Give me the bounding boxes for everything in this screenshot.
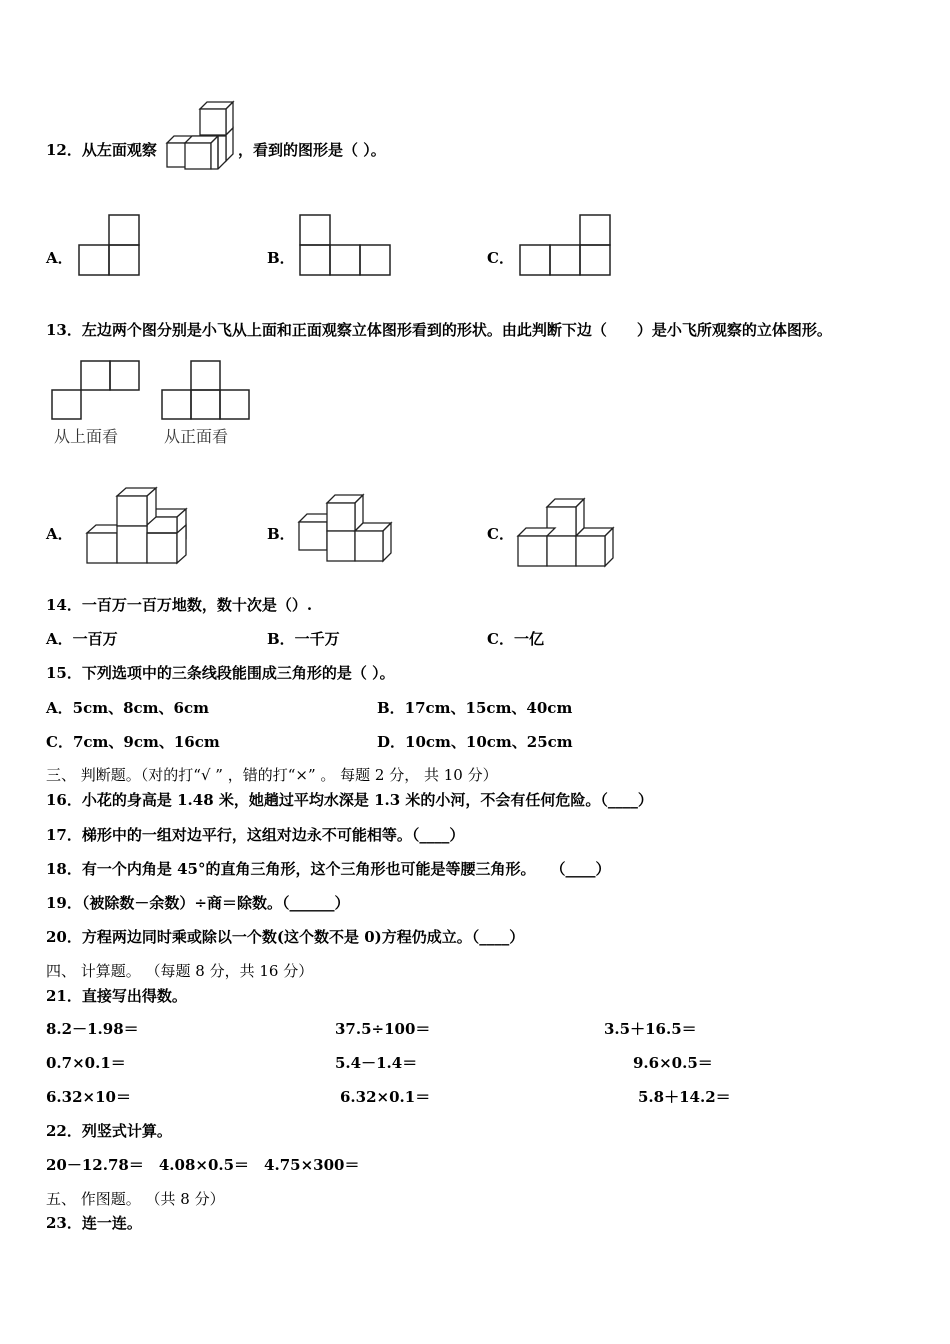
section-5-heading: 五、 作图题。 （共 8 分）	[46, 1190, 225, 1208]
q13-front-view-label: 从正面看	[164, 427, 229, 446]
q21-item: 5.8＋14.2＝	[638, 1088, 731, 1106]
q18-text: 18．有一个内角是 45°的直角三角形，这个三角形也可能是等腰三角形。 （____）	[46, 860, 611, 878]
q21-item: 8.2－1.98＝	[46, 1020, 139, 1038]
q12-text-after: ，看到的图形是（ ）。	[238, 141, 386, 159]
q19-text: 19．（被除数－余数）÷商＝除数。（______）	[46, 894, 350, 912]
q21-item: 0.7×0.1＝	[46, 1054, 126, 1072]
q13-option-b-label: B．	[267, 525, 295, 543]
q14-option-a: A．一百万	[46, 630, 118, 648]
q13-option-a-figure	[78, 487, 190, 571]
q17-text: 17．梯形中的一组对边平行，这组对边永不可能相等。（____）	[46, 826, 465, 844]
q20-text: 20．方程两边同时乘或除以一个数(这个数不是 0)方程仍成立。（____）	[46, 928, 525, 946]
q13-text: 13．左边两个图分别是小飞从上面和正面观察立体图形看到的形状。由此判断下边（ ）是小飞所观察的立体图形。	[46, 321, 832, 339]
q21-item: 5.4－1.4＝	[335, 1054, 418, 1072]
q13-top-view-label: 从上面看	[54, 427, 119, 446]
q12-option-c-figure	[519, 214, 611, 276]
q15-option-b: B．17cm、15cm、40cm	[377, 699, 573, 717]
q15-option-d: D．10cm、10cm、25cm	[377, 733, 573, 751]
q13-option-b-figure	[297, 492, 401, 572]
q12-cube-stack-figure	[165, 100, 240, 175]
q21-item: 3.5＋16.5＝	[604, 1020, 697, 1038]
q15-text: 15．下列选项中的三条线段能围成三角形的是（ ）。	[46, 664, 395, 682]
q13-front-view-figure	[160, 360, 252, 450]
section-3-heading: 三、 判断题。（对的打“√ ” ，错的打“×” 。 每题 2 分， 共 10 分）	[46, 766, 498, 784]
q12-option-b-label: B．	[267, 249, 295, 267]
q13-top-view-figure	[50, 360, 142, 450]
q15-option-a: A．5cm、8cm、6cm	[46, 699, 209, 717]
q21-text: 21．直接写出得数。	[46, 987, 187, 1005]
q21-item: 6.32×0.1＝	[340, 1088, 431, 1106]
q21-item: 9.6×0.5＝	[633, 1054, 713, 1072]
q12-text-before: 12．从左面观察	[46, 141, 157, 159]
q15-option-c: C．7cm、9cm、16cm	[46, 733, 220, 751]
q14-option-c: C．一亿	[487, 630, 544, 648]
q16-text: 16．小花的身高是 1.48 米，她趟过平均水深是 1.3 米的小河，不会有任何危险。（____）	[46, 791, 653, 809]
q14-text: 14．一百万一百万地数，数十次是（）.	[46, 596, 313, 614]
q13-option-a-label: A．	[46, 525, 73, 543]
q22-items: 20－12.78＝ 4.08×0.5＝ 4.75×300＝	[46, 1156, 360, 1174]
q23-text: 23．连一连。	[46, 1214, 142, 1232]
q22-text: 22．列竖式计算。	[46, 1122, 172, 1140]
q13-option-c-figure	[516, 496, 618, 572]
q21-item: 6.32×10＝	[46, 1088, 131, 1106]
q12-option-a-label: A．	[46, 249, 73, 267]
q12-option-b-figure	[299, 214, 391, 276]
q13-option-c-label: C．	[487, 525, 514, 543]
q12-option-c-label: C．	[487, 249, 514, 267]
q14-option-b: B．一千万	[267, 630, 340, 648]
q12-option-a-figure	[78, 214, 140, 276]
q21-item: 37.5÷100＝	[335, 1020, 431, 1038]
section-4-heading: 四、 计算题。 （每题 8 分，共 16 分）	[46, 962, 314, 980]
